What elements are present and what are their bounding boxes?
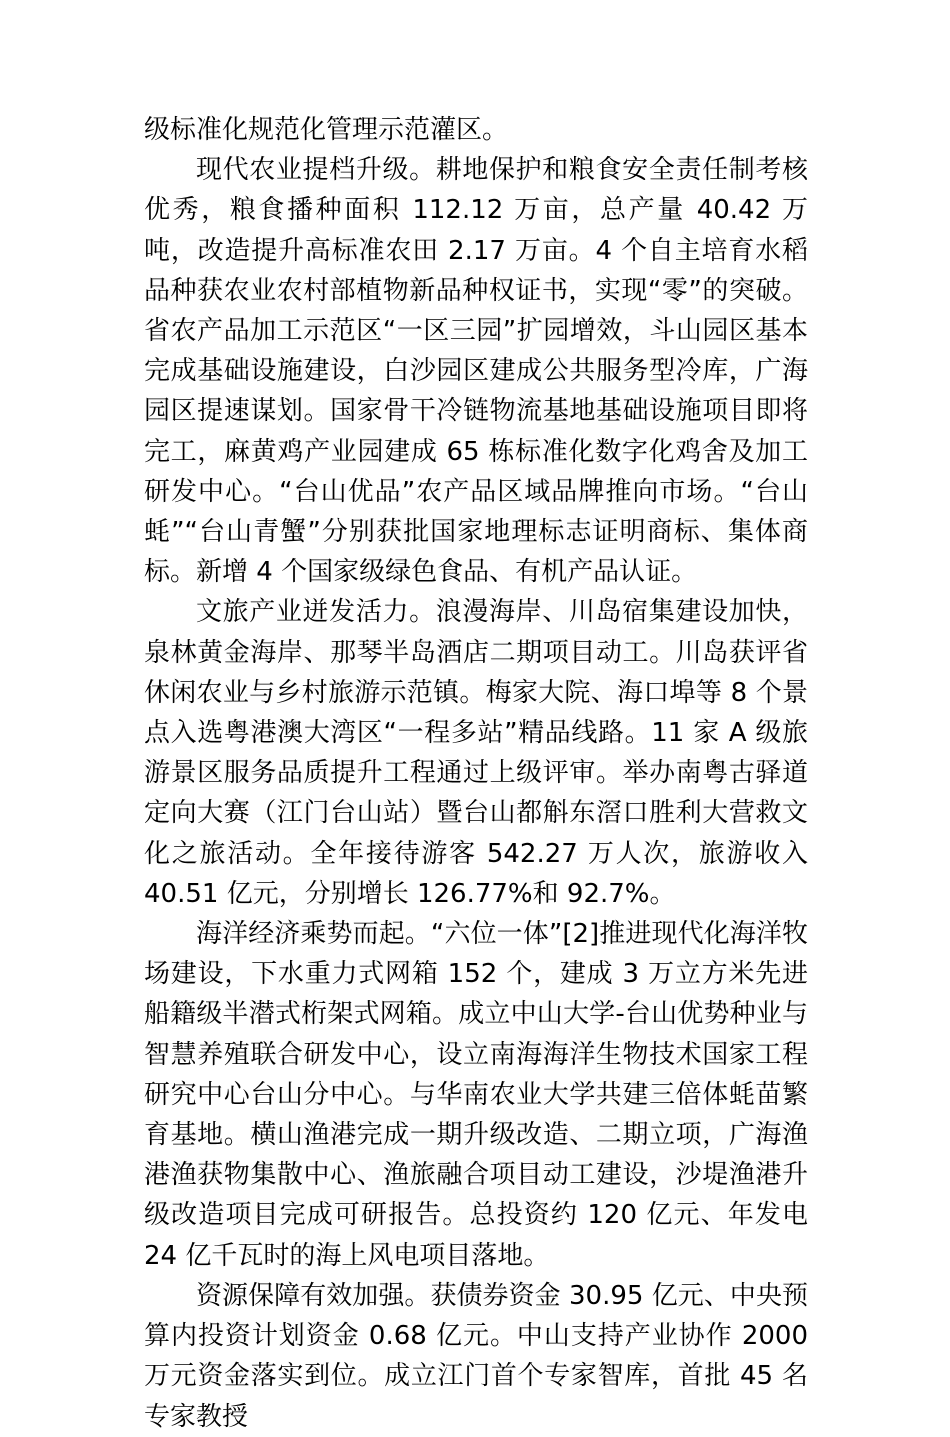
- paragraph-culture-tourism: 文旅产业迸发活力。浪漫海岸、川岛宿集建设加快，泉林黄金海岸、那琴半岛酒店二期项目动工。川岛获评省休闲农业与乡村旅游示范镇。梅家大院、海口埠等 8 个景点入选粤港澳大湾区“一程多站”精品线路。11 家 A 级旅游景区服务品质提升工程通过上级评审。举办南粤古驿道定向大赛（江门台山站）暨台山都斛东滘口胜利大营救文化之旅活动。全年接待游客 542.27 万人次，旅游收入 40.51 亿元，分别增长 126.77%和 92.7%。: [144, 597, 808, 909]
- paragraph-resource-guarantee: 资源保障有效加强。获债券资金 30.95 亿元、中央预算内投资计划资金 0.68 亿元。中山支持产业协作 2000 万元资金落实到位。成立江门首个专家智库，首批 45 名专家教授: [144, 1280, 808, 1432]
- body-text: [144, 110, 808, 1437]
- paragraph-marine-economy: 海洋经济乘势而起。“六位一体”[2]推进现代化海洋牧场建设，下水重力式网箱 152 个，建成 3 万立方米先进船籍级半潜式桁架式网箱。成立中山大学-台山优势种业与智慧养殖联合研发中心，设立南海海洋生物技术国家工程研究中心台山分中心。与华南农业大学共建三倍体蚝苗繁育基地。横山渔港完成一期升级改造、二期立项，广海渔港渔获物集散中心、渔旅融合项目动工建设，沙堤渔港升级改造项目完成可研报告。总投资约 120 亿元、年发电 24 亿千瓦时的海上风电项目落地。: [144, 919, 808, 1271]
- paragraph-modern-agriculture: 现代农业提档升级。耕地保护和粮食安全责任制考核优秀，粮食播种面积 112.12 万亩，总产量 40.42 万吨，改造提升高标准农田 2.17 万亩。4 个自主培育水稻品种获农业农村部植物新品种权证书，实现“零”的突破。省农产品加工示范区“一区三园”扩园增效，斗山园区基本完成基础设施建设，白沙园区建成公共服务型冷库，广海园区提速谋划。国家骨干冷链物流基地基础设施项目即将完工，麻黄鸡产业园建成 65 栋标准化数字化鸡舍及加工研发中心。“台山优品”农产品区域品牌推向市场。“台山蚝”“台山青蟹”分别获批国家地理标志证明商标、集体商标。新增 4 个国家级绿色食品、有机产品认证。: [144, 155, 808, 588]
- paragraph-continuation: 级标准化规范化管理示范灌区。: [144, 115, 509, 145]
